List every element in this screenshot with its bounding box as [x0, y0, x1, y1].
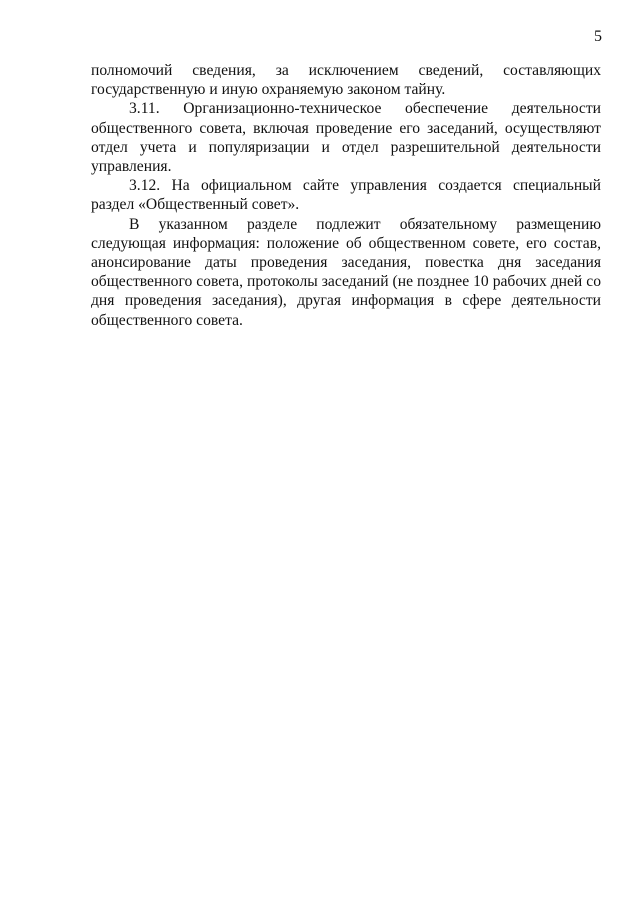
paragraph-continued: полномочий сведения, за исключением сведений, составляющих государственную и иную охраняемую законом тайну.: [91, 62, 601, 99]
page-number: 5: [594, 28, 602, 45]
paragraph-3-12: 3.12. На официальном сайте управления создается специальный раздел «Общественный совет».: [91, 177, 601, 214]
paragraph-section-content: В указанном разделе подлежит обязательному размещению следующая информация: положение об общественном совете, его состав, анонсирование даты проведения заседания, повестка дня заседания общественного совета, протоколы заседаний (не позднее 10 рабочих дней со дня проведения заседания), другая информация в сфере деятельности общественного совета.: [91, 215, 601, 329]
paragraph-3-11: 3.11. Организационно-техническое обеспечение деятельности общественного совета, включая проведение его заседаний, осуществляют отдел учета и популяризации и отдел разрешительной деятельности управления.: [91, 100, 601, 176]
document-body: [91, 61, 601, 330]
